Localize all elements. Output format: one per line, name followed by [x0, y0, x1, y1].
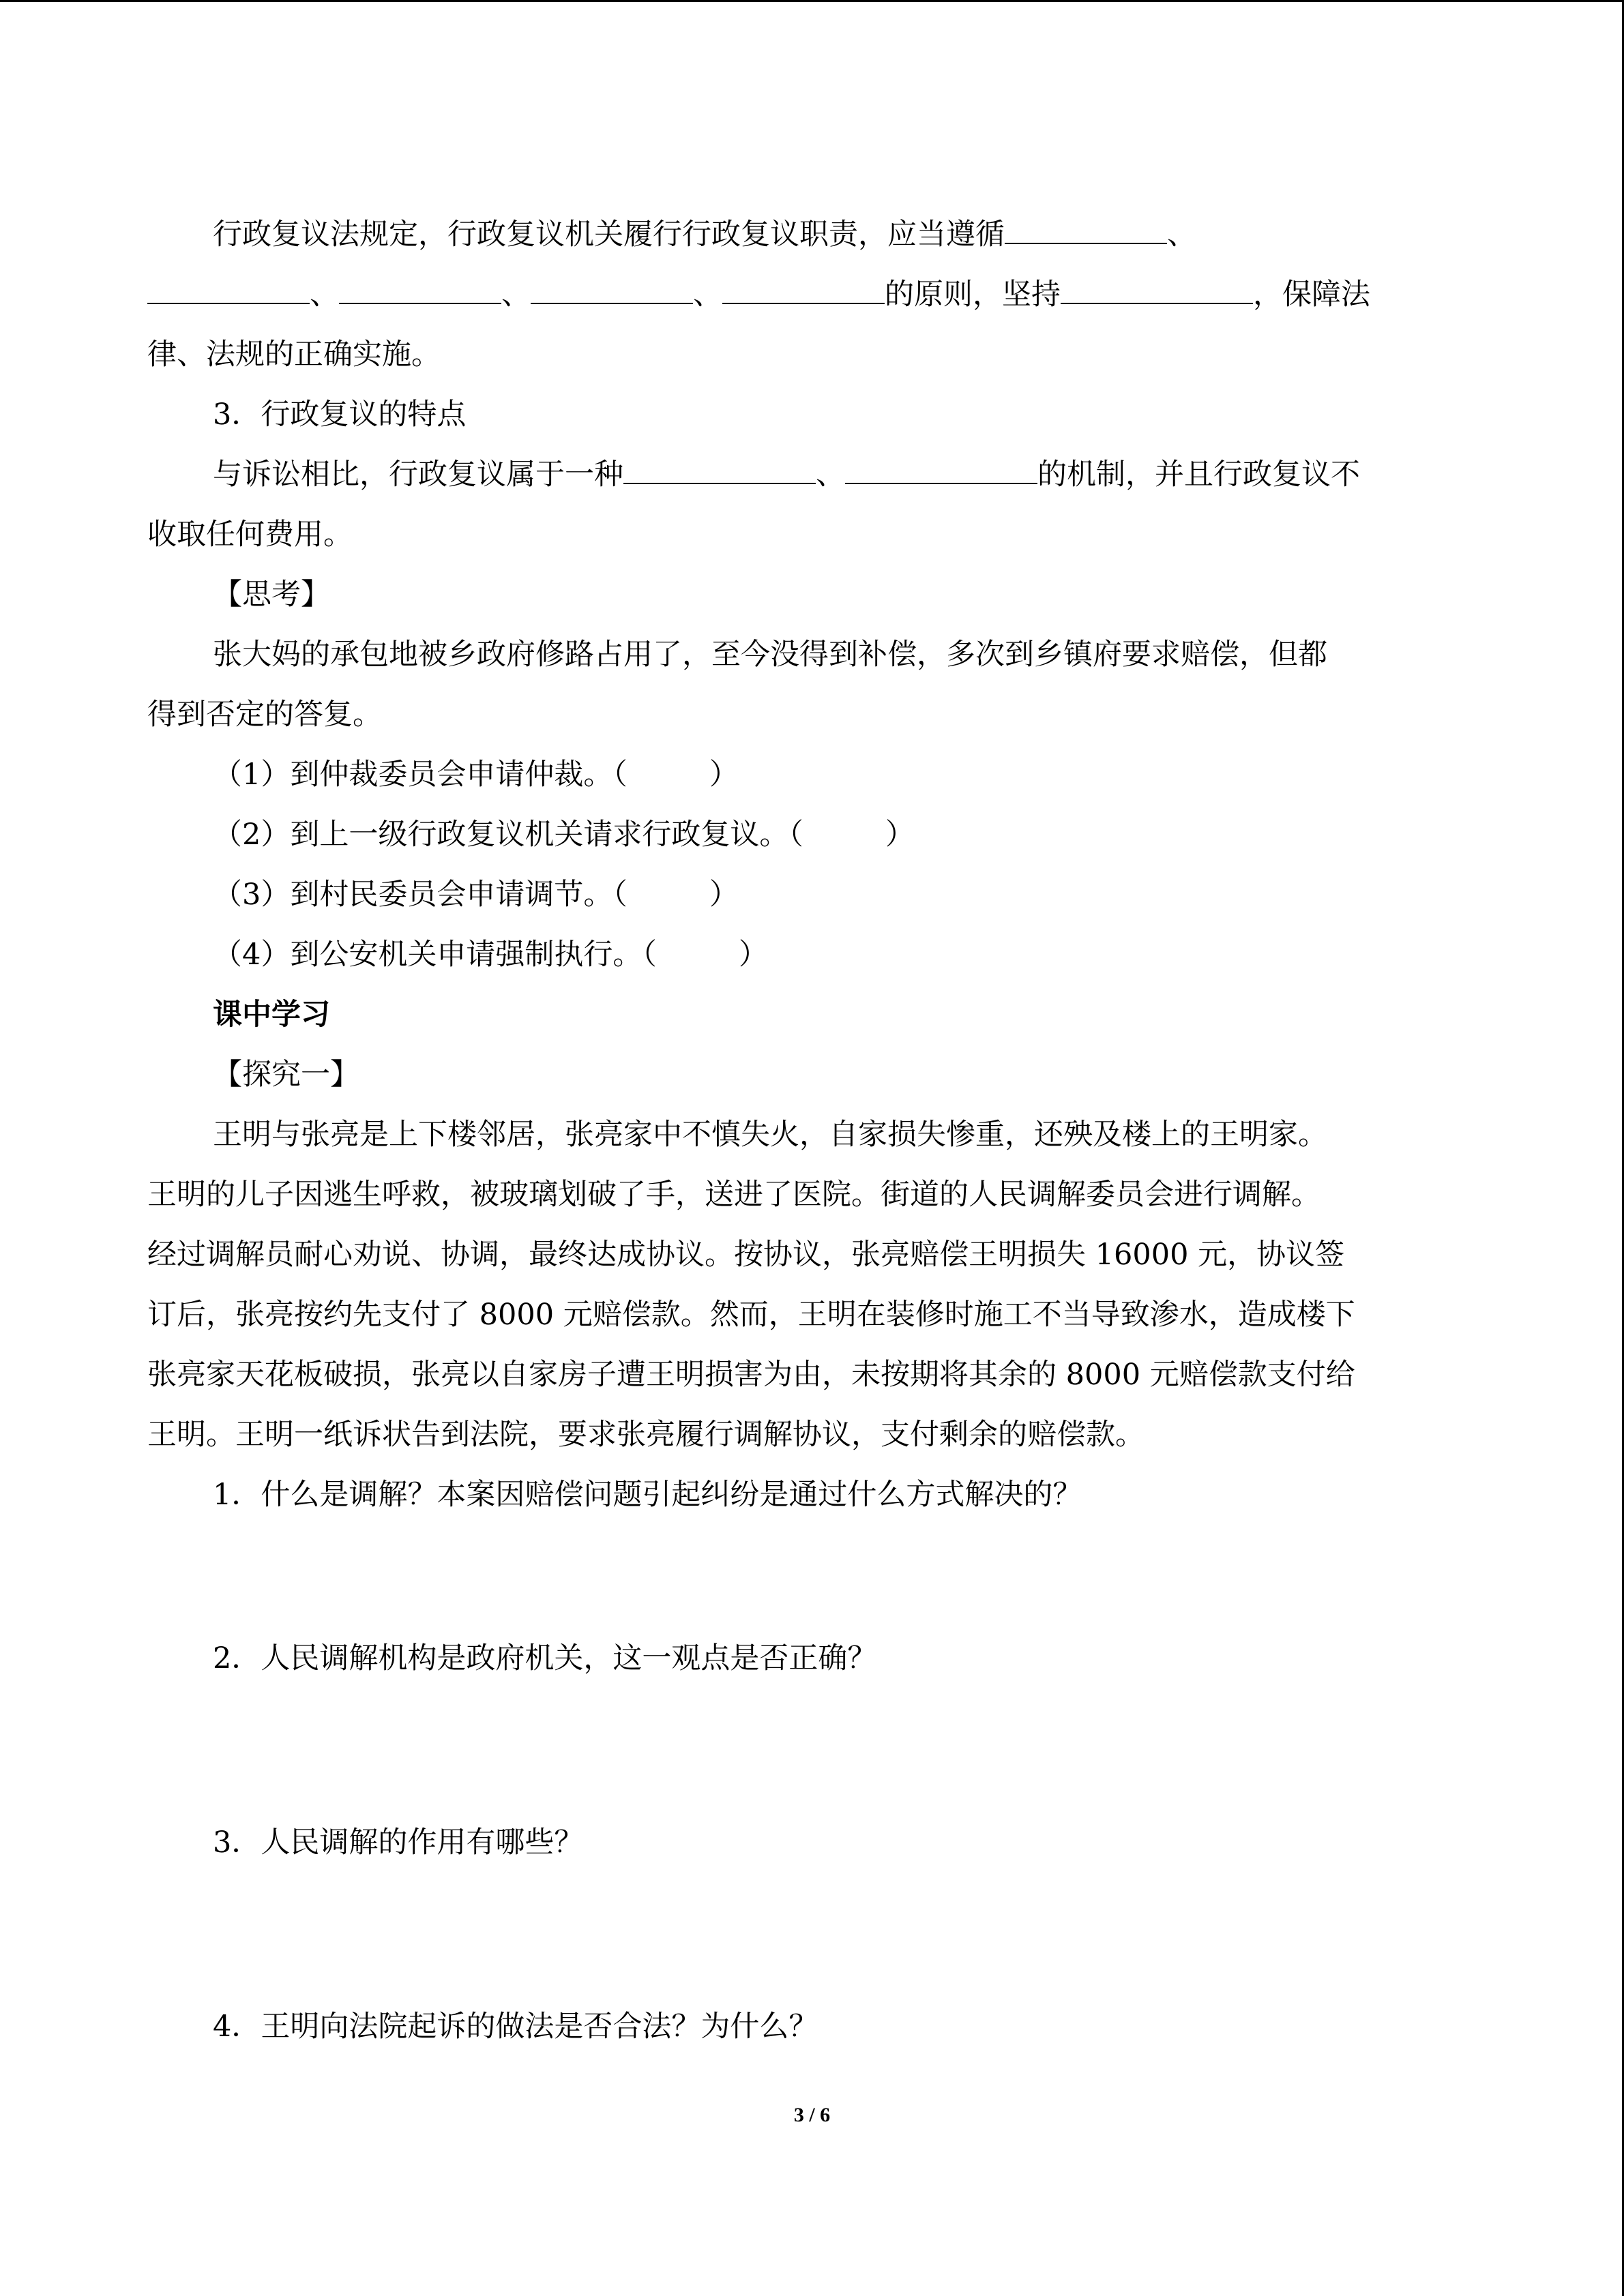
fill-blank[interactable]: [1061, 282, 1253, 304]
document-page: [147, 205, 1477, 2057]
separator: 、: [501, 278, 531, 312]
features-text-3: 收取任何费用。: [147, 518, 353, 552]
fill-blank[interactable]: [1005, 222, 1167, 244]
answer-space[interactable]: [147, 1873, 1477, 1997]
option-close-paren: ）: [709, 758, 739, 792]
principles-text-4: 律、法规的正确实施。: [147, 338, 441, 372]
option-4: [147, 925, 1477, 985]
case-line: [147, 1105, 1477, 1165]
section-3-title: [147, 385, 1477, 445]
option-text: （2）到上一级行政复议机关请求行政复议。（: [213, 818, 803, 852]
think-case-line-1: [147, 625, 1477, 685]
case-text: 王明的儿子因逃生呼救，被玻璃划破了手，送进了医院。街道的人民调解委员会进行调解。: [147, 1178, 1320, 1212]
think-case-text: 得到否定的答复。: [147, 698, 382, 732]
think-heading-text: 【思考】: [213, 578, 330, 612]
think-case-text: 张大妈的承包地被乡政府修路占用了，至今没得到补偿，多次到乡镇府要求赔偿，但都: [213, 638, 1327, 672]
features-line-2: [147, 505, 1477, 565]
case-text: 张亮家天花板破损，张亮以自家房子遭王明损害为由，未按期将其余的 8000 元赔偿款支付给: [147, 1358, 1355, 1392]
case-line: [147, 1225, 1477, 1285]
class-learning-heading: [147, 985, 1477, 1045]
case-text: 王明与张亮是上下楼邻居，张亮家中不慎失火，自家损失惨重，还殃及楼上的王明家。: [213, 1118, 1327, 1152]
think-case-line-2: [147, 685, 1477, 745]
separator: 、: [310, 278, 339, 312]
question-2: [147, 1628, 1477, 1688]
option-3: [147, 865, 1477, 925]
fill-blank[interactable]: [722, 282, 885, 304]
case-line: [147, 1165, 1477, 1225]
case-line: [147, 1405, 1477, 1465]
question-text: 1．什么是调解？本案因赔偿问题引起纠纷是通过什么方式解决的？: [213, 1478, 1082, 1512]
case-text: 王明。王明一纸诉状告到法院，要求张亮履行调解协议，支付剩余的赔偿款。: [147, 1418, 1145, 1452]
option-text: （1）到仲裁委员会申请仲裁。（: [213, 758, 628, 792]
question-text: 4．王明向法院起诉的做法是否合法？为什么？: [213, 2010, 818, 2044]
fill-blank[interactable]: [147, 282, 310, 304]
principles-line-1: [147, 205, 1477, 265]
option-1: [147, 745, 1477, 805]
answer-space[interactable]: [147, 1688, 1477, 1813]
separator: 、: [1167, 218, 1196, 252]
question-text: 3．人民调解的作用有哪些？: [213, 1825, 584, 1860]
fill-blank[interactable]: [339, 282, 501, 304]
question-1: [147, 1465, 1477, 1525]
fill-blank[interactable]: [845, 462, 1037, 484]
case-text: 经过调解员耐心劝说、协调，最终达成协议。按协议，张亮赔偿王明损失 16000 元，协议签: [147, 1238, 1345, 1272]
section-title-text: 3．行政复议的特点: [213, 398, 467, 432]
features-text-1: 与诉讼相比，行政复议属于一种: [213, 458, 623, 492]
question-4: [147, 1997, 1477, 2057]
principles-text-3: ，保障法: [1253, 278, 1370, 312]
case-line: [147, 1345, 1477, 1405]
fill-blank[interactable]: [531, 282, 693, 304]
features-text-2: 的机制，并且行政复议不: [1037, 458, 1360, 492]
class-heading-text: 课中学习: [213, 998, 330, 1032]
option-text: （4）到公安机关申请强制执行。（: [213, 938, 657, 972]
principles-text-2: 的原则，坚持: [885, 278, 1061, 312]
separator: 、: [816, 458, 845, 492]
case-text: 订后，张亮按约先支付了 8000 元赔偿款。然而，王明在装修时施工不当导致渗水，造成楼下: [147, 1298, 1355, 1332]
features-line-1: [147, 445, 1477, 505]
option-close-paren: ）: [709, 878, 739, 912]
option-text: （3）到村民委员会申请调节。（: [213, 878, 628, 912]
option-close-paren: ）: [885, 818, 915, 852]
think-heading: [147, 565, 1477, 625]
page-number: [0, 2104, 1624, 2127]
separator: 、: [693, 278, 722, 312]
question-text: 2．人民调解机构是政府机关，这一观点是否正确？: [213, 1641, 877, 1675]
case-line: [147, 1285, 1477, 1345]
explore-heading: [147, 1045, 1477, 1105]
option-2: [147, 805, 1477, 865]
fill-blank[interactable]: [623, 462, 816, 484]
principles-text-1: 行政复议法规定，行政复议机关履行行政复议职责，应当遵循: [213, 218, 1005, 252]
page-number-text: 3 / 6: [793, 2104, 831, 2126]
answer-space[interactable]: [147, 1525, 1477, 1628]
principles-line-2: [147, 265, 1477, 325]
question-3: [147, 1813, 1477, 1873]
page-top-border: [0, 0, 1624, 2]
option-close-paren: ）: [738, 938, 768, 972]
explore-heading-text: 【探究一】: [213, 1058, 359, 1092]
principles-line-3: [147, 325, 1477, 385]
